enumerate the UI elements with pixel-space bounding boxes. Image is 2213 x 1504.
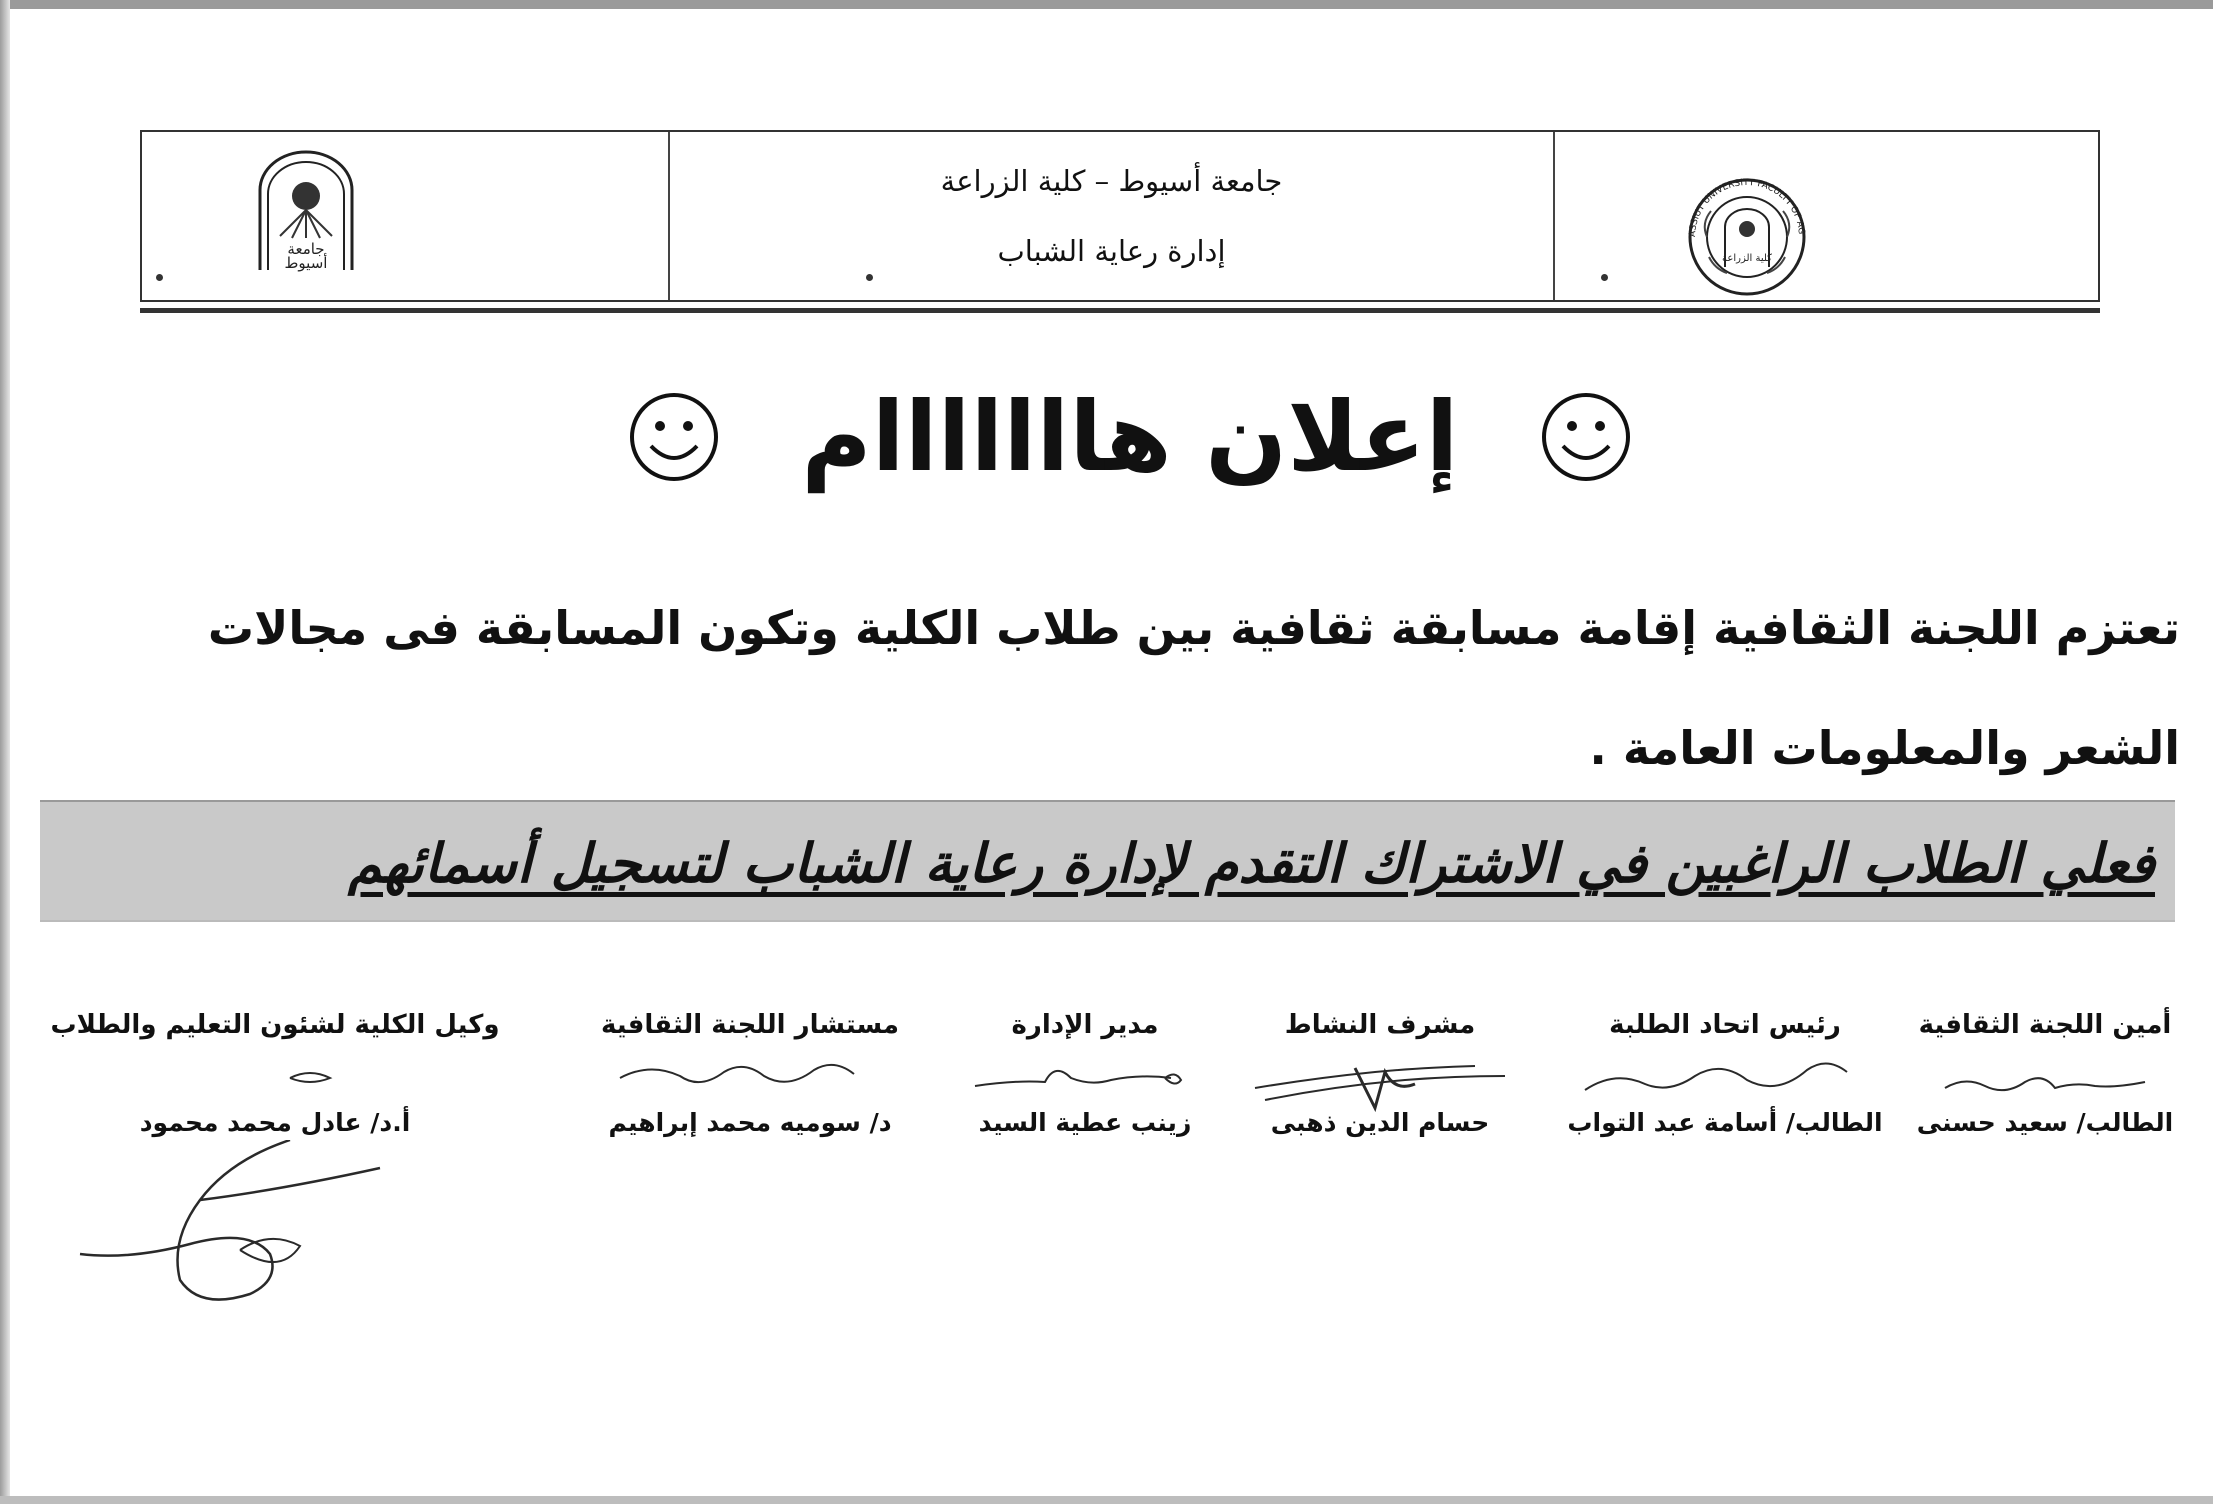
signatory-name: الطالب/ سعيد حسنى [1916,1108,2174,1137]
scan-dot [156,274,163,281]
signatory-title: مدير الإدارة [1011,1010,1159,1040]
department-heading: إدارة رعاية الشباب [997,234,1226,268]
letterhead-center-cell [670,132,1555,300]
handwritten-signature [965,1048,1205,1108]
university-logo-icon [250,150,362,276]
header-underline [140,308,2100,313]
announcement-title: إعلان هااااااام [801,381,1459,493]
signatory-name: د/ سوميه محمد إبراهيم [608,1108,892,1137]
signatory-block [1245,1010,1515,1137]
smiley-face-icon [1539,390,1633,484]
call-to-action-text: فعلي الطلاب الراغبين في الاشتراك التقدم لإدارة رعاية الشباب لتسجيل أسمائهم [348,832,2155,895]
handwritten-signature [580,1048,920,1108]
university-faculty-heading: جامعة أسيوط – كلية الزراعة [940,164,1283,198]
signatory-block [40,1010,510,1137]
svg-text:كلية الزراعة: كلية الزراعة [1722,253,1772,264]
scan-edge-bottom [0,1496,2213,1504]
signatory-block [1905,1010,2185,1137]
signatory-title: وكيل الكلية لشئون التعليم والطلاب [50,1010,500,1040]
svg-text:أسيوط: أسيوط [284,254,328,272]
signatory-block [580,1010,920,1137]
faculty-seal-icon [1655,177,1840,301]
signatory-block [1555,1010,1895,1137]
scan-edge-left [0,0,10,1504]
handwritten-signature [1245,1048,1515,1118]
signatory-name: الطالب/ أسامة عبد التواب [1567,1108,1883,1137]
signatory-title: رئيس اتحاد الطلبة [1609,1010,1841,1040]
announcement-title-row [620,362,1640,512]
signatory-title: مشرف النشاط [1284,1010,1476,1040]
letterhead [140,130,2100,302]
signatory-name: زينب عطية السيد [978,1108,1192,1137]
call-to-action-banner [40,800,2175,922]
letterhead-right-cell [1555,132,2098,300]
signatory-title: أمين اللجنة الثقافية [1918,1010,2172,1040]
handwritten-signature [40,1140,510,1340]
announcement-body [150,568,2180,808]
handwritten-signature [1905,1048,2185,1108]
handwritten-signature [40,1048,510,1108]
signatory-block [965,1010,1205,1137]
smiley-face-icon [627,390,721,484]
announcement-body-line: الشعر والمعلومات العامة . [1589,721,2180,775]
signatory-name: حسام الدين ذهبى [1270,1108,1490,1137]
letterhead-left-cell [142,132,670,300]
seal-text: ASSIUT UNIVERSITY FACULTY OF AG [1687,177,1807,238]
svg-text:ASSIUT UNIVERSITY FACULTY OF A [1655,177,1806,237]
scan-dot [866,274,873,281]
scan-dot [1601,274,1608,281]
scan-edge-top [0,0,2213,9]
signatory-title: مستشار اللجنة الثقافية [600,1010,900,1040]
handwritten-signature [1555,1048,1895,1108]
announcement-body-line: تعتزم اللجنة الثقافية إقامة مسابقة ثقافية بين طلاب الكلية وتكون المسابقة فى مجالات [207,601,2180,655]
signatory-name: أ.د/ عادل محمد محمود [139,1108,411,1137]
svg-text:جامعة: جامعة [287,240,325,258]
